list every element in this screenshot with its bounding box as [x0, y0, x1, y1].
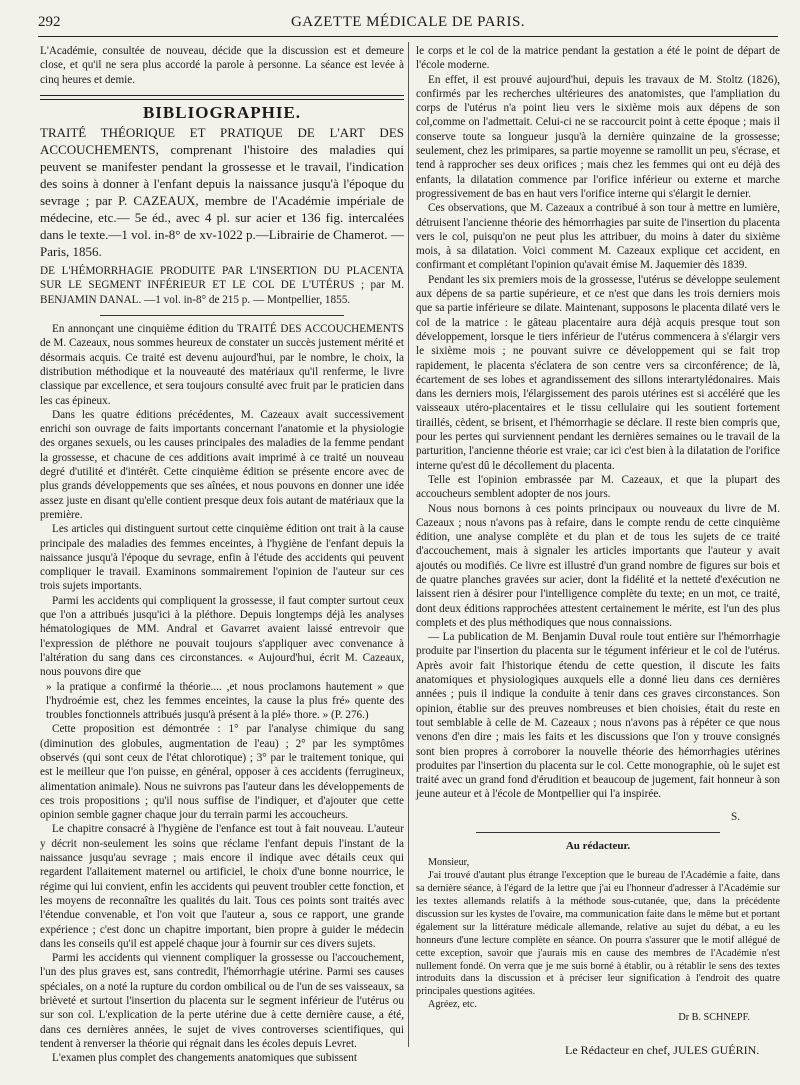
column-divider	[408, 42, 409, 1047]
right-column	[416, 44, 780, 1025]
section-rule	[40, 95, 404, 100]
letter-title: Au rédacteur.	[565, 840, 631, 853]
review-rule	[100, 315, 344, 316]
left-column	[40, 44, 404, 1066]
review-paragraph: Ces observations, que M. Cazeaux a contribué à son tour à mettre en lumière, détruisent l'ancienne théorie des hémorrhagies par suite de l'insertion du placenta vers le col, puisqu'on ne peut plus les attribuer, du moins à dater du sixième mois, à sa dilatation. Voici comment M. Cazeaux explique cet accident, en confirmant et complétant l'opinion qu'avait émise M. Jaquemier dès 1839.	[416, 202, 780, 272]
section-title: BIBLIOGRAPHIE.	[142, 102, 302, 122]
page-number: 292	[38, 14, 61, 30]
letter-closing: Agréez, etc.	[428, 999, 477, 1011]
review-paragraph: — La publication de M. Benjamin Duval roule tout entière sur l'hémorrhagie produite par l'insertion du placenta sur le tégument inférieur et le col de l'utérus. Après avoir fait l'historique étendu de cette question, il discute les faits anatomiques et physiologiques auxquels elle a donné lieu dans ces dernières années ; puis il indique la conduite à tenir dans ces graves circonstances. Son opinion, établie sur des preuves nombreuses et bien choisies, était du reste en tout semblable à celle de M. Cazeaux ; nous n'avons pas à répéter ce que nous venons d'en dire ; mais les faits et les discussions que l'on y trouve consignés sont bien propres à corroborer la nouvelle théorie des hémorrhagies utérines produites par l'insertion du placenta sur le col. Cette monographie, où le sujet est traité avec un grand fond d'érudition et beaucoup de jugement, fait honneur à son jeune auteur et à l'école de Montpellier qui l'a inspirée.	[416, 631, 780, 801]
review-quote: » la pratique a confirmé la théorie.... ,et nous proclamons hautement » que l'hydroémie est, chez les femmes enceintes, la cause la plus fré» quente des troubles fonctionnels attribués jusqu'à présent à la plé» thore. » (P. 276.)	[46, 680, 404, 722]
review-paragraph: Le chapitre consacré à l'hygiène de l'enfance est tout à fait nouveau. L'auteur y décrit non-seulement les soins que réclame l'enfant depuis l'instant de la naissance jusqu'au sevrage ; mais encore il indique avec détails ceux qui regardent l'allaitement maternel ou artificiel, le choix d'une bonne nourrice, le régime qui lui convient, enfin les accidents qui peuvent troubler cette fonction, et les moyens de reconnaître les qualités du lait. Tous ces points sont traités avec l'étendue convenable, et l'on voit que l'auteur a, sous ce rapport, une grande expérience ; c'est donc un chapitre important, bien propre à guider le médecin dans les conseils qu'il est appelé chaque jour à fournir sur ces divers sujets.	[40, 823, 404, 950]
review-paragraph: le corps et le col de la matrice pendant la gestation a été le point de départ de l'école moderne.	[416, 45, 780, 72]
academy-note: L'Académie, consultée de nouveau, décide que la discussion est et demeure close, et qu'il ne sera plus accordé la parole à personne. La séance est levée à cinq heures et demie.	[40, 45, 404, 86]
review-paragraph: En effet, il est prouvé aujourd'hui, depuis les travaux de M. Stoltz (1826), confirmés par les recherches ultérieures des anatomistes, que l'ampliation du corps de l'utérus n'a point lieu vers le sixième mois aux dépens de son col,comme on l'admettait. Celui-ci ne se raccourcit point à cette époque ; mais il conserve toute sa longueur jusqu'à la dernière quinzaine de la grossesse; seulement, chez les primipares, sa partie moyenne se ramollit un peu, s'écrase, et tend à rapprocher ses deux orifices ; mais chez les femmes qui ont eu déjà des enfants, la dilatation commence par l'orifice inférieur ou externe et marche progressivement de bas en haut vers l'orifice interne qui s'élargit le dernier.	[416, 73, 780, 200]
review-paragraph: Dans les quatre éditions précédentes, M. Cazeaux avait successivement enrichi son ouvrage de faits importants concernant l'anatomie et la physiologie des organes sexuels, ou les causes principales des maladies de la femme pendant la grossesse, et chacune de ces additions avait imprimé à ce traité un nouveau degré d'utilité et d'intérêt. Cette cinquième édition se présente encore avec de plus grands développements que ses aînées, et nous pouvons en donner une idée assez juste en disant qu'elle contient presque deux fois autant de matériaux que la première.	[40, 408, 404, 521]
review-paragraph: Telle est l'opinion embrassée par M. Cazeaux, et que la plupart des accoucheurs semblent adopter de nos jours.	[416, 473, 780, 501]
letter-body: J'ai trouvé d'autant plus étrange l'exception que le bureau de l'Académie a faite, dans sa dernière séance, à l'égard de la lettre que j'ai eu l'honneur d'adresser à l'Académie sur les textes allemands relatifs à la méthode sous-cutanée, que, dans la précédente discussion sur les kystes de l'ovaire, ma communication faite dans le même but et portant également sur la littérature médicale allemande, relative au sujet du débat, a eu les honneurs d'une lecture complète en séance. On pourra s'assurer que le motif allégué de cette exception, savoir que j'aurais mis en cause des membres de l'Académie n'est nullement fondé. On verra que je me suis borné à établir, ou à rétablir le sens des textes introduits dans la discussion et à préciser leur signification à l'endroit des quatre principales questions agitées.	[416, 870, 780, 998]
letter-signature: Dr B. SCHNEPF.	[678, 1012, 750, 1024]
book-reference-duval: DE L'HÉMORRHAGIE PRODUITE PAR L'INSERTION DU PLACENTA SUR LE SEGMENT INFÉRIEUR ET LE COL DE L'UTÉRUS ; par M. BENJAMIN DANAL. —1 vol. in-8° de 215 p. — Montpellier, 1855.	[40, 265, 404, 306]
review-paragraph: Parmi les accidents qui viennent compliquer la grossesse ou l'accouchement, l'un des plus graves est, sans contredit, l'hémorrhagie utérine. Parmi ses causes spéciales, on a noté la rupture du cordon ombilical ou de l'un de ses vaisseaux, sa brièveté et surtout l'insertion du placenta sur le segment inférieur de l'utérus ou sur son col. L'explication de la perte utérine due à cette dernière cause, a été, dans ces dernières années, le sujet de vives controverses scientifiques, qui tendent à renverser la théorie qui régnait dans les écoles depuis Levret.	[40, 952, 404, 1050]
review-paragraph: Pendant les six premiers mois de la grossesse, l'utérus se développe seulement aux dépens de sa partie supérieure, et ce n'est que dans les trois derniers mois que sa partie inférieure se dilate. Maintenant, supposons le placenta dilaté vers le col de la matrice : le gâteau placentaire aura déjà acquis presque tout son développement, lorsque le tiers inférieur de l'utérus commencera à s'élargir vers le sixième mois ; ne pouvant suivre ce développement qui se fait trop rapidement, le placenta s'éclatera de son centre vers sa circonférence; de là, écartement de ses lobes et agrandissement des sillons interartylédonaires. Mais dans les derniers mois, l'élargissement des parois utérines est si accéléré que les vaisseaux utéro-placentaires et le tissu cellulaire qui les soutient fortement tiraillés, cèdent, se brisent, et l'hémorrhagie se déclare. Il reste bien compris que, pour les pertes qui surviennent pendant les dernières semaines ou le travail de la parturition, l'ancienne théorie est vraie; car ici c'est bien à la dilatation de l'orifice interne qu'est dû le décollement du placenta.	[416, 273, 780, 472]
review-paragraph: Nous nous bornons à ces points principaux ou nouveaux du livre de M. Cazeaux ; nous n'avons pas à refaire, dans le compte rendu de cette cinquième édition, une analyse complète et du plan et de tous les sujets de ce traité d'accouchement, mais à signaler les articles importants que l'auteur y avait ajoutés ou modifiés. Ce livre est illustré d'un grand nombre de figures sur bois et de quatre planches gravées sur acier, dont la fidélité et la netteté d'exécution ne laissent rien à désirer pour l'intelligence complète du texte; en un mot, ce traité, dont deux éditions rapprochées attestent certainement le mérite, est l'un des plus complets et des plus méthodiques que nous connaissions.	[416, 502, 780, 629]
review-signature: S.	[730, 810, 740, 823]
review-paragraph: L'examen plus complet des changements anatomiques que subissent	[52, 1052, 357, 1065]
letter-rule	[476, 832, 720, 833]
editor-signature: Le Rédacteur en chef, JULES GUÉRIN.	[565, 1043, 760, 1057]
page-header	[38, 12, 778, 37]
review-paragraph: Parmi les accidents qui compliquent la grossesse, il faut compter surtout ceux que l'on a attribués jusqu'ici à la pléthore. Depuis longtemps déjà les analyses hématologiques de MM. Andral et Gavarret avaient laissé entrevoir que l'expression de pléthore ne pouvait toujours s'appliquer avec convenance à l'altération du sang dans ces circonstances. « Aujourd'hui, écrit M. Cazeaux, nous pouvons dire que	[40, 594, 404, 679]
letter-salutation: Monsieur,	[428, 857, 470, 869]
review-paragraph: En annonçant une cinquième édition du TRAITÉ DES ACCOUCHEMENTS de M. Cazeaux, nous sommes heureux de constater un succès justement mérité et désormais acquis. Ce traité est devenu aujourd'hui, par le nombre, le choix, la distribution méthodique et la nouveauté des matériaux qu'il renferme, le livre classique par excellence, et sera toujours consulté avec fruit par le praticien dans les cas épineux.	[40, 323, 404, 407]
book-reference-cazeaux: TRAITÉ THÉORIQUE ET PRATIQUE DE L'ART DES ACCOUCHEMENTS, comprenant l'histoire des maladies qui peuvent se manifester pendant la grossesse et le travail, l'indication des soins à donner à l'enfant depuis la naissance jusqu'à l'époque du sevrage ; par P. CAZEAUX, membre de l'Académie impériale de médecine, etc.— 5e éd., avec 4 pl. sur acier et 136 fig. intercalées dans le texte.—1 vol. in-8° de xv-1022 p.—Librairie de Chamerot. — Paris, 1856.	[40, 125, 404, 260]
journal-title: GAZETTE MÉDICALE DE PARIS.	[290, 14, 526, 30]
review-paragraph: Les articles qui distinguent surtout cette cinquième édition ont trait à la cause principale des maladies des femmes enceintes, à l'hygiène de l'enfant depuis la naissance jusqu'à l'époque du sevrage, enfin à l'étude des accidents qui peuvent compliquer le travail. Examinons sommairement l'opinion de l'auteur sur ces trois sujets importants.	[40, 523, 404, 593]
review-paragraph: Cette proposition est démontrée : 1° par l'analyse chimique du sang (diminution des globules, augmentation de l'eau) ; 2° par les symptômes observés (qui sont ceux de l'état chlorotique) ; 3° par le traitement tonique, qui est le meilleur que l'on puisse, en général, opposer à ces accidents (ferrugineux, alimentation animale). Nous ne suivrons pas l'auteur dans les développements de ces trois propositions ; qu'il nous suffise de l'indiquer, et d'ajouter que cette opinion semble gagner chaque jour du terrain parmi les accoucheurs.	[40, 723, 404, 822]
